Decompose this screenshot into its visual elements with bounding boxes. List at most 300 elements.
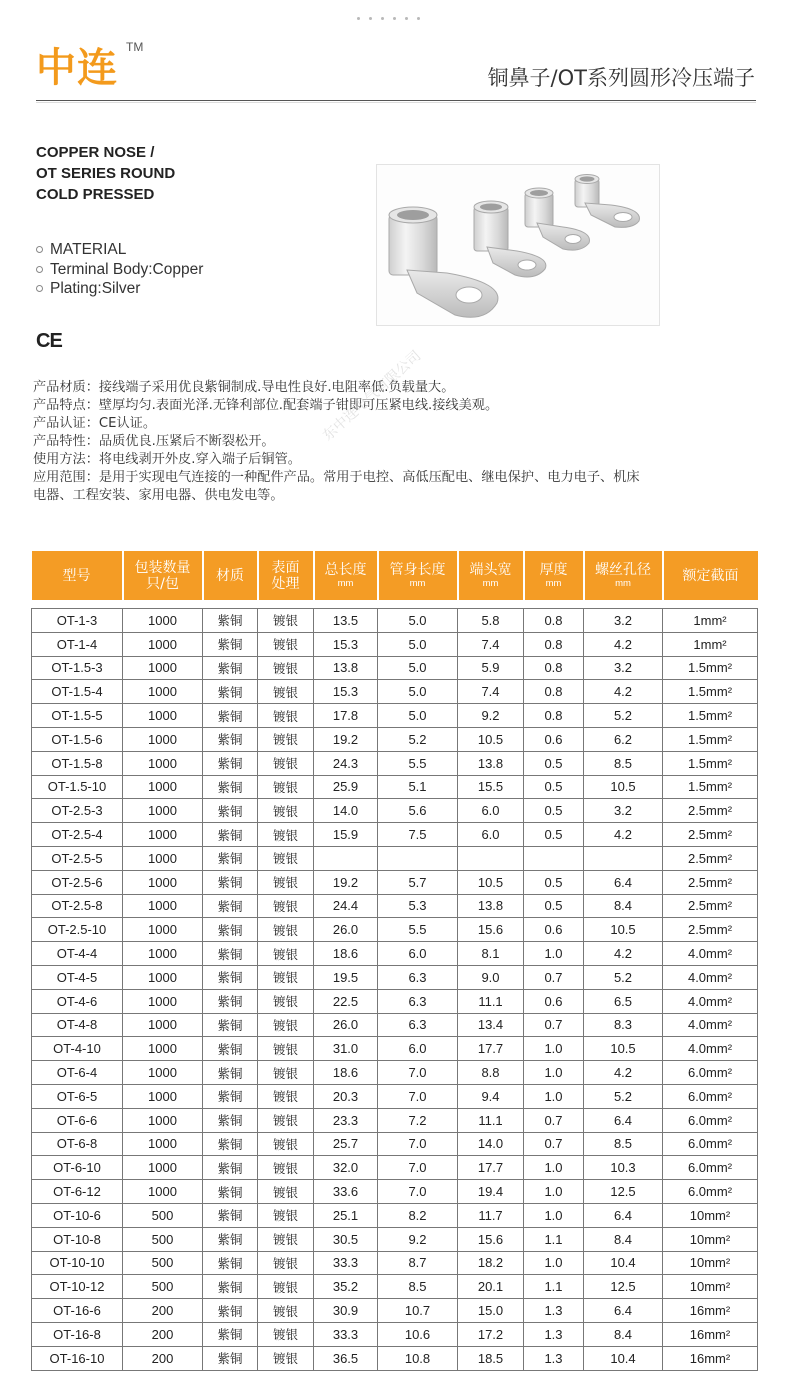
table-cell [524, 846, 584, 870]
table-cell: 1000 [123, 846, 203, 870]
table-cell: 1000 [123, 870, 203, 894]
table-cell: 1000 [123, 1061, 203, 1085]
table-cell: 0.8 [524, 680, 584, 704]
table-cell: 5.0 [378, 656, 458, 680]
table-cell: 12.5 [584, 1180, 663, 1204]
table-cell: 7.0 [378, 1084, 458, 1108]
table-cell: 17.2 [458, 1322, 524, 1346]
table-row [32, 1037, 758, 1061]
table-cell: OT-2.5-10 [32, 918, 123, 942]
table-cell: 10.5 [458, 727, 524, 751]
table-row [32, 656, 758, 680]
column-header-unit: mm [615, 577, 631, 589]
table-cell: 10mm² [663, 1203, 758, 1227]
table-cell: 13.8 [314, 656, 378, 680]
table-cell: 镀银 [258, 656, 314, 680]
table-cell: 13.8 [458, 894, 524, 918]
table-cell: 1000 [123, 656, 203, 680]
table-cell: 紫铜 [203, 1227, 258, 1251]
table-cell: 镀银 [258, 1084, 314, 1108]
table-row [32, 965, 758, 989]
table-cell: 1000 [123, 1132, 203, 1156]
table-cell: 15.3 [314, 632, 378, 656]
table-cell: 8.4 [584, 894, 663, 918]
table-cell: 紫铜 [203, 1108, 258, 1132]
table-row [32, 1108, 758, 1132]
table-cell: OT-4-8 [32, 1013, 123, 1037]
column-header-label: 端头宽 [469, 561, 512, 578]
table-cell: 1000 [123, 727, 203, 751]
table-cell: 0.5 [524, 823, 584, 847]
table-cell: 15.6 [458, 1227, 524, 1251]
column-header-label: 型号 [62, 567, 91, 584]
column-header-label: 厚度 [539, 561, 568, 578]
table-cell: 1.3 [524, 1346, 584, 1370]
table-cell: 紫铜 [203, 609, 258, 633]
terminal-smallest [575, 175, 639, 228]
table-row [32, 680, 758, 704]
table-cell: 22.5 [314, 989, 378, 1013]
description-line: 产品材质：接线端子采用优良紫铜制成.导电性良好.电阻率低.负载量大。 [33, 380, 455, 395]
table-cell: 5.0 [378, 704, 458, 728]
table-cell: 0.5 [524, 894, 584, 918]
table-cell: 1.5mm² [663, 751, 758, 775]
table-cell: 3.2 [584, 609, 663, 633]
table-cell: 紫铜 [203, 1203, 258, 1227]
table-cell: 1000 [123, 775, 203, 799]
table-cell: 6.0 [458, 799, 524, 823]
table-cell: 5.8 [458, 609, 524, 633]
table-cell: 1000 [123, 1084, 203, 1108]
table-cell [378, 846, 458, 870]
table-cell [314, 846, 378, 870]
table-cell: 镀银 [258, 870, 314, 894]
table-cell: 33.3 [314, 1251, 378, 1275]
table-cell: 6.0mm² [663, 1108, 758, 1132]
description-line: 产品认证：CE认证。 [33, 416, 157, 431]
table-cell: 15.5 [458, 775, 524, 799]
table-row [32, 1322, 758, 1346]
table-cell: 1.0 [524, 942, 584, 966]
bullet-icon [36, 246, 43, 253]
table-cell: 紫铜 [203, 1346, 258, 1370]
table-cell: 4.0mm² [663, 1037, 758, 1061]
table-cell: 6.0mm² [663, 1132, 758, 1156]
table-cell: 15.3 [314, 680, 378, 704]
table-cell: 6.3 [378, 965, 458, 989]
table-cell: 紫铜 [203, 1084, 258, 1108]
table-cell: 10.5 [584, 775, 663, 799]
column-header-label: 只/包 [146, 575, 179, 592]
table-cell: OT-4-6 [32, 989, 123, 1013]
table-cell: 5.5 [378, 918, 458, 942]
table-cell: 23.3 [314, 1108, 378, 1132]
table-cell: 5.2 [378, 727, 458, 751]
table-cell: 紫铜 [203, 942, 258, 966]
table-cell: 1000 [123, 894, 203, 918]
table-cell: 0.8 [524, 632, 584, 656]
table-cell: 1.1 [524, 1227, 584, 1251]
table-cell: 0.7 [524, 1132, 584, 1156]
table-cell: 5.3 [378, 894, 458, 918]
table-row [32, 704, 758, 728]
table-cell: 1.3 [524, 1322, 584, 1346]
table-cell: 镀银 [258, 1132, 314, 1156]
table-cell: 10mm² [663, 1275, 758, 1299]
table-row [32, 1299, 758, 1323]
table-cell: 500 [123, 1203, 203, 1227]
table-cell: 5.0 [378, 609, 458, 633]
table-cell: 6.4 [584, 1299, 663, 1323]
table-cell: 7.5 [378, 823, 458, 847]
table-cell: 10.3 [584, 1156, 663, 1180]
table-cell: 15.0 [458, 1299, 524, 1323]
table-cell: 6.4 [584, 1108, 663, 1132]
table-cell: 1000 [123, 942, 203, 966]
column-header-label: 管身长度 [389, 561, 446, 578]
table-cell: 24.4 [314, 894, 378, 918]
table-cell: 1.0 [524, 1251, 584, 1275]
table-cell: 500 [123, 1251, 203, 1275]
table-cell: 镀银 [258, 1322, 314, 1346]
table-cell: 7.4 [458, 680, 524, 704]
title-divider [36, 100, 756, 101]
table-cell: 1000 [123, 965, 203, 989]
table-cell: 10.7 [378, 1299, 458, 1323]
spec-table [31, 551, 758, 1371]
table-cell: 镀银 [258, 1203, 314, 1227]
table-cell: 20.3 [314, 1084, 378, 1108]
table-cell: 4.2 [584, 632, 663, 656]
table-cell: OT-6-6 [32, 1108, 123, 1132]
table-cell: 镀银 [258, 1156, 314, 1180]
table-cell: 1000 [123, 609, 203, 633]
table-cell: 紫铜 [203, 680, 258, 704]
column-header [584, 551, 663, 600]
table-cell: 0.5 [524, 775, 584, 799]
table-cell: 5.0 [378, 632, 458, 656]
table-cell: OT-16-6 [32, 1299, 123, 1323]
table-cell: 4.2 [584, 942, 663, 966]
table-cell: OT-2.5-5 [32, 846, 123, 870]
table-cell: 19.2 [314, 870, 378, 894]
table-cell: 5.0 [378, 680, 458, 704]
table-cell: 10.4 [584, 1251, 663, 1275]
table-cell: 0.5 [524, 870, 584, 894]
table-cell: 紫铜 [203, 846, 258, 870]
table-row [32, 1203, 758, 1227]
column-header [258, 551, 314, 600]
table-cell: 11.1 [458, 989, 524, 1013]
table-cell: 8.1 [458, 942, 524, 966]
table-cell: OT-2.5-8 [32, 894, 123, 918]
table-cell: 镀银 [258, 1180, 314, 1204]
table-cell: 10.4 [584, 1346, 663, 1370]
table-cell: OT-6-10 [32, 1156, 123, 1180]
table-cell: 14.0 [314, 799, 378, 823]
table-cell: 紫铜 [203, 918, 258, 942]
table-cell: 30.5 [314, 1227, 378, 1251]
table-cell: 镀银 [258, 751, 314, 775]
table-row [32, 632, 758, 656]
bullet-icon [36, 285, 43, 292]
table-cell: 6.0 [378, 1037, 458, 1061]
table-cell: OT-2.5-3 [32, 799, 123, 823]
table-cell: 7.0 [378, 1180, 458, 1204]
table-cell [458, 846, 524, 870]
table-cell: 紫铜 [203, 1180, 258, 1204]
table-cell: 0.5 [524, 799, 584, 823]
description-line: 使用方法：将电线剥开外皮.穿入端子后铜管。 [33, 452, 301, 467]
table-cell: 紫铜 [203, 1132, 258, 1156]
table-cell: 8.5 [584, 1132, 663, 1156]
table-cell: 8.4 [584, 1227, 663, 1251]
table-cell: OT-1.5-4 [32, 680, 123, 704]
table-cell: 25.9 [314, 775, 378, 799]
table-cell: 镀银 [258, 1037, 314, 1061]
page-title: 铜鼻子/OT系列圆形冷压端子 [487, 66, 755, 90]
table-cell: 0.8 [524, 609, 584, 633]
table-cell: 5.2 [584, 1084, 663, 1108]
table-row [32, 894, 758, 918]
table-cell: 6.0mm² [663, 1084, 758, 1108]
table-cell: 35.2 [314, 1275, 378, 1299]
table-cell: 5.7 [378, 870, 458, 894]
table-row [32, 1013, 758, 1037]
column-header [458, 551, 524, 600]
table-cell: 1000 [123, 1013, 203, 1037]
table-cell: 11.7 [458, 1203, 524, 1227]
table-cell: 4.0mm² [663, 1013, 758, 1037]
table-cell: 9.2 [458, 704, 524, 728]
table-cell: 5.2 [584, 965, 663, 989]
table-cell: 紫铜 [203, 823, 258, 847]
spec-item: Terminal Body:Copper [36, 260, 203, 280]
table-cell: 镀银 [258, 1346, 314, 1370]
table-cell: 6.5 [584, 989, 663, 1013]
table-cell: 10.5 [584, 1037, 663, 1061]
table-cell: 500 [123, 1275, 203, 1299]
description-line: 应用范围：是用于实现电气连接的一种配件产品。常用于电控、高低压配电、继电保护、电力电子、机床 [33, 470, 640, 485]
table-cell: 200 [123, 1322, 203, 1346]
table-cell: 紫铜 [203, 704, 258, 728]
table-cell: 15.9 [314, 823, 378, 847]
table-cell: 0.6 [524, 989, 584, 1013]
ce-mark: CE [36, 330, 62, 352]
table-cell: OT-1.5-5 [32, 704, 123, 728]
table-cell: 1.0 [524, 1180, 584, 1204]
table-cell: 1000 [123, 1108, 203, 1132]
table-cell: 7.2 [378, 1108, 458, 1132]
table-cell: 0.7 [524, 1108, 584, 1132]
table-cell: 镀银 [258, 632, 314, 656]
table-cell: 紫铜 [203, 965, 258, 989]
table-cell: 6.4 [584, 870, 663, 894]
table-cell: 镀银 [258, 704, 314, 728]
table-cell: 10.5 [584, 918, 663, 942]
table-cell: OT-6-4 [32, 1061, 123, 1085]
table-cell: 5.1 [378, 775, 458, 799]
table-row [32, 1132, 758, 1156]
table-cell: 18.6 [314, 1061, 378, 1085]
table-row [32, 799, 758, 823]
table-cell: OT-1.5-3 [32, 656, 123, 680]
table-cell: 镀银 [258, 775, 314, 799]
table-row [32, 1251, 758, 1275]
column-header-label: 螺丝孔径 [595, 561, 651, 578]
table-cell: 0.6 [524, 727, 584, 751]
table-cell: 镀银 [258, 609, 314, 633]
table-row [32, 751, 758, 775]
brand-logo: 中连 [36, 45, 118, 91]
table-cell: 3.2 [584, 799, 663, 823]
column-header [203, 551, 258, 600]
table-cell: OT-1.5-6 [32, 727, 123, 751]
table-cell: 8.8 [458, 1061, 524, 1085]
table-cell: 6.0mm² [663, 1180, 758, 1204]
table-cell: 1mm² [663, 632, 758, 656]
table-cell: 紫铜 [203, 870, 258, 894]
table-cell: 13.4 [458, 1013, 524, 1037]
table-cell: 4.2 [584, 680, 663, 704]
table-cell: 18.5 [458, 1346, 524, 1370]
table-cell: 6.3 [378, 989, 458, 1013]
table-cell: 20.1 [458, 1275, 524, 1299]
table-cell: 1000 [123, 632, 203, 656]
table-cell: 1.0 [524, 1084, 584, 1108]
description-line: 产品特点：壁厚均匀.表面光泽.无锋利部位.配套端子钳即可压紧电线.接线美观。 [33, 398, 499, 413]
table-row [32, 1180, 758, 1204]
table-cell: 1000 [123, 918, 203, 942]
table-cell: 紫铜 [203, 894, 258, 918]
table-cell: 4.2 [584, 823, 663, 847]
table-cell: OT-6-12 [32, 1180, 123, 1204]
table-cell: 紫铜 [203, 1251, 258, 1275]
table-cell: OT-2.5-4 [32, 823, 123, 847]
table-cell: 紫铜 [203, 775, 258, 799]
table-cell: 1.5mm² [663, 727, 758, 751]
table-cell: 19.4 [458, 1180, 524, 1204]
description-line: 电器、工程安装、家用电器、供电发电等。 [33, 488, 284, 503]
table-cell: 13.5 [314, 609, 378, 633]
table-cell: 0.6 [524, 918, 584, 942]
table-cell: 1.0 [524, 1037, 584, 1061]
trademark-mark: TM [126, 40, 144, 54]
column-header-label: 额定截面 [682, 567, 739, 584]
table-cell: 镀银 [258, 989, 314, 1013]
table-cell: OT-4-5 [32, 965, 123, 989]
table-cell: 4.0mm² [663, 989, 758, 1013]
column-header-label: 包装数量 [134, 559, 191, 576]
table-cell: 5.6 [378, 799, 458, 823]
header-gap [32, 600, 758, 609]
column-header-unit: mm [545, 577, 562, 589]
table-cell: 4.0mm² [663, 942, 758, 966]
table-cell: 1000 [123, 1180, 203, 1204]
table-cell: 31.0 [314, 1037, 378, 1061]
table-cell: 6.4 [584, 1203, 663, 1227]
table-cell: 紫铜 [203, 632, 258, 656]
table-cell: 镀银 [258, 799, 314, 823]
watermark-text: 东中连电气有限公司 [320, 347, 425, 445]
column-header [123, 551, 203, 600]
table-cell: 17.7 [458, 1037, 524, 1061]
table-cell: 19.5 [314, 965, 378, 989]
table-row [32, 609, 758, 633]
table-cell: 4.0mm² [663, 965, 758, 989]
table-cell: 紫铜 [203, 727, 258, 751]
table-cell: OT-10-12 [32, 1275, 123, 1299]
table-cell: OT-6-8 [32, 1132, 123, 1156]
table-row [32, 823, 758, 847]
table-cell: 19.2 [314, 727, 378, 751]
table-cell: 8.4 [584, 1322, 663, 1346]
column-header-label: 材质 [216, 567, 244, 584]
table-cell: 1.5mm² [663, 680, 758, 704]
table-cell: 9.4 [458, 1084, 524, 1108]
table-cell: 1000 [123, 823, 203, 847]
table-cell: OT-1-3 [32, 609, 123, 633]
table-cell: 镀银 [258, 942, 314, 966]
table-cell: 0.8 [524, 704, 584, 728]
table-cell: 18.6 [314, 942, 378, 966]
product-description [33, 379, 758, 505]
table-cell: 0.7 [524, 1013, 584, 1037]
table-cell: 0.5 [524, 751, 584, 775]
table-cell: 200 [123, 1299, 203, 1323]
copper-terminals-illustration [377, 165, 659, 325]
table-cell: 36.5 [314, 1346, 378, 1370]
table-cell: 15.6 [458, 918, 524, 942]
table-cell: 26.0 [314, 918, 378, 942]
table-cell: 16mm² [663, 1322, 758, 1346]
table-cell: 26.0 [314, 1013, 378, 1037]
table-cell: 2.5mm² [663, 846, 758, 870]
table-cell: 5.9 [458, 656, 524, 680]
column-header [378, 551, 458, 600]
table-cell: 1000 [123, 1156, 203, 1180]
table-cell: 镀银 [258, 1227, 314, 1251]
table-cell: 18.2 [458, 1251, 524, 1275]
table-cell: 紫铜 [203, 1322, 258, 1346]
column-header-unit: mm [482, 577, 499, 589]
table-cell: 1.0 [524, 1061, 584, 1085]
table-cell: OT-1.5-10 [32, 775, 123, 799]
table-cell: 镀银 [258, 1299, 314, 1323]
table-cell: 1000 [123, 680, 203, 704]
table-cell: 7.4 [458, 632, 524, 656]
table-cell: 0.7 [524, 965, 584, 989]
table-row [32, 1346, 758, 1370]
table-cell: 紫铜 [203, 751, 258, 775]
table-cell: 25.1 [314, 1203, 378, 1227]
table-cell: 2.5mm² [663, 870, 758, 894]
table-cell: 33.3 [314, 1322, 378, 1346]
table-cell: 8.5 [378, 1275, 458, 1299]
table-cell: 9.2 [378, 1227, 458, 1251]
table-cell: 7.0 [378, 1132, 458, 1156]
table-row [32, 989, 758, 1013]
table-cell: 1mm² [663, 609, 758, 633]
table-row [32, 918, 758, 942]
table-cell: 镀银 [258, 727, 314, 751]
table-cell: 7.0 [378, 1061, 458, 1085]
table-cell: OT-4-4 [32, 942, 123, 966]
table-cell: OT-6-5 [32, 1084, 123, 1108]
table-cell: 6.0mm² [663, 1156, 758, 1180]
table-cell: 1000 [123, 704, 203, 728]
table-cell: 24.3 [314, 751, 378, 775]
